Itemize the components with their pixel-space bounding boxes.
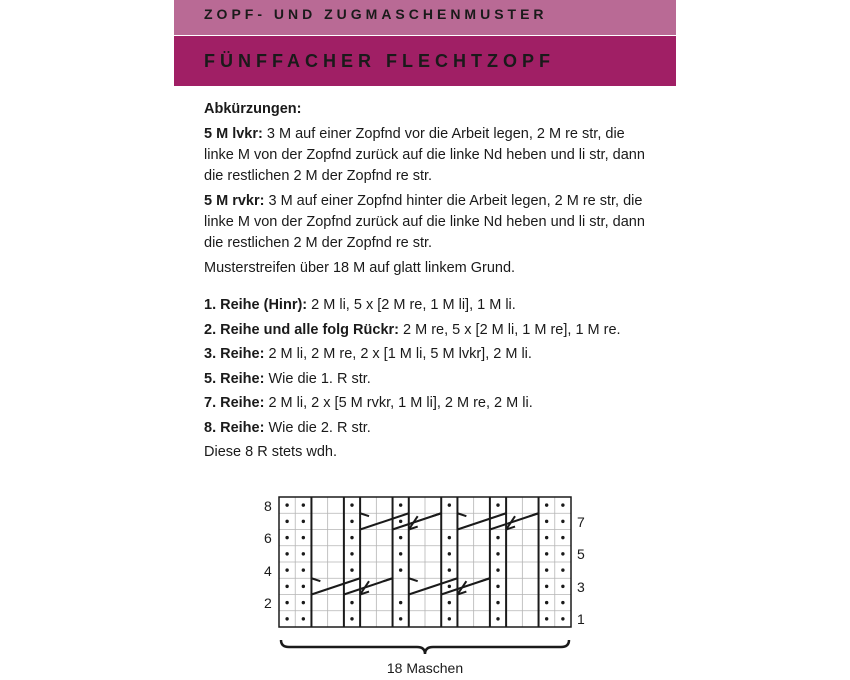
purl-dot bbox=[545, 520, 548, 523]
purl-dot bbox=[545, 568, 548, 571]
purl-dot bbox=[545, 617, 548, 620]
purl-dot bbox=[302, 617, 305, 620]
stitch-count-label: 18 Maschen bbox=[386, 660, 464, 676]
purl-dot bbox=[399, 568, 402, 571]
purl-dot bbox=[561, 536, 564, 539]
abbreviation-rvkr: 5 M rvkr: 3 M auf einer Zopfnd hinter die Arbeit legen, 2 M re str, die linke M von der Zopfnd zurück auf die linke Nd heben und li str, dann die restlichen 2 M der Zopfnd re str. bbox=[204, 193, 645, 251]
cable-line bbox=[432, 513, 441, 516]
cable-line bbox=[311, 578, 320, 581]
purl-dot bbox=[496, 601, 499, 604]
purl-dot bbox=[561, 617, 564, 620]
purl-dot bbox=[399, 520, 402, 523]
purl-dot bbox=[545, 552, 548, 555]
row-instruction: 7. Reihe: 2 M li, 2 x [5 M rvkr, 1 M li], 2 M re, 2 M li. bbox=[204, 395, 533, 411]
pattern-note: Musterstreifen über 18 M auf glatt linkem Grund. bbox=[204, 260, 516, 276]
purl-dot bbox=[350, 520, 353, 523]
purl-dot bbox=[302, 552, 305, 555]
purl-dot bbox=[496, 536, 499, 539]
purl-dot bbox=[350, 617, 353, 620]
purl-dot bbox=[448, 552, 451, 555]
purl-dot bbox=[350, 503, 353, 506]
purl-dot bbox=[399, 536, 402, 539]
cable-line bbox=[457, 513, 466, 516]
purl-dot bbox=[302, 585, 305, 588]
cable-line bbox=[384, 578, 393, 581]
row-number-right: 1 bbox=[577, 611, 585, 627]
purl-dot bbox=[350, 552, 353, 555]
purl-dot bbox=[496, 568, 499, 571]
purl-dot bbox=[399, 601, 402, 604]
purl-dot bbox=[561, 601, 564, 604]
row-number-left: 8 bbox=[264, 498, 272, 514]
purl-dot bbox=[496, 503, 499, 506]
purl-dot bbox=[285, 601, 288, 604]
purl-dot bbox=[302, 536, 305, 539]
stitch-count-brace bbox=[281, 640, 569, 654]
row-instruction: 2. Reihe und alle folg Rückr: 2 M re, 5 x [2 M li, 1 M re], 1 M re. bbox=[204, 321, 621, 338]
purl-dot bbox=[285, 520, 288, 523]
row-number-right: 3 bbox=[577, 579, 585, 595]
cable-line bbox=[481, 578, 490, 581]
purl-dot bbox=[285, 617, 288, 620]
purl-dot bbox=[302, 568, 305, 571]
abbreviations-heading: Abkürzungen: bbox=[204, 101, 302, 117]
purl-dot bbox=[399, 617, 402, 620]
row-number-left: 6 bbox=[264, 530, 272, 546]
purl-dot bbox=[496, 617, 499, 620]
abbreviation-lvkr: 5 M lvkr: 3 M auf einer Zopfnd vor die Arbeit legen, 2 M re str, die linke M von der Zopfnd zurück auf die linke Nd heben und li str, dann die restlichen 2 M der Zopfnd re str. bbox=[204, 126, 645, 184]
purl-dot bbox=[399, 503, 402, 506]
cable-line bbox=[409, 578, 418, 581]
purl-dot bbox=[285, 552, 288, 555]
purl-dot bbox=[448, 585, 451, 588]
purl-dot bbox=[448, 617, 451, 620]
row-instruction: 1. Reihe (Hinr): 2 M li, 5 x [2 M re, 1 M li], 1 M li. bbox=[204, 297, 516, 313]
purl-dot bbox=[561, 585, 564, 588]
purl-dot bbox=[285, 585, 288, 588]
cable-line bbox=[530, 513, 539, 516]
purl-dot bbox=[350, 536, 353, 539]
purl-dot bbox=[545, 503, 548, 506]
purl-dot bbox=[448, 568, 451, 571]
purl-dot bbox=[496, 585, 499, 588]
purl-dot bbox=[350, 568, 353, 571]
row-number-right: 7 bbox=[577, 514, 585, 530]
row-instruction: 8. Reihe: Wie die 2. R str. bbox=[204, 419, 371, 436]
purl-dot bbox=[285, 536, 288, 539]
purl-dot bbox=[545, 536, 548, 539]
purl-dot bbox=[561, 568, 564, 571]
row-instruction: 3. Reihe: 2 M li, 2 M re, 2 x [1 M li, 5 M lvkr], 2 M li. bbox=[204, 346, 532, 362]
purl-dot bbox=[350, 601, 353, 604]
purl-dot bbox=[285, 568, 288, 571]
purl-dot bbox=[285, 503, 288, 506]
purl-dot bbox=[561, 503, 564, 506]
purl-dot bbox=[302, 601, 305, 604]
purl-dot bbox=[302, 503, 305, 506]
section-title: ZOPF- UND ZUGMASCHENMUSTER bbox=[204, 6, 548, 22]
row-number-right: 5 bbox=[577, 546, 585, 562]
purl-dot bbox=[448, 503, 451, 506]
purl-dot bbox=[561, 520, 564, 523]
purl-dot bbox=[496, 552, 499, 555]
repeat-note: Diese 8 R stets wdh. bbox=[204, 444, 337, 460]
purl-dot bbox=[561, 552, 564, 555]
row-instruction: 5. Reihe: Wie die 1. R str. bbox=[204, 370, 371, 387]
purl-dot bbox=[302, 520, 305, 523]
purl-dot bbox=[545, 585, 548, 588]
purl-dot bbox=[448, 601, 451, 604]
purl-dot bbox=[399, 552, 402, 555]
purl-dot bbox=[545, 601, 548, 604]
cable-line bbox=[360, 513, 369, 516]
purl-dot bbox=[448, 536, 451, 539]
pattern-title: FÜNFFACHER FLECHTZOPF bbox=[204, 51, 555, 71]
row-number-left: 4 bbox=[264, 563, 272, 579]
row-number-left: 2 bbox=[264, 595, 272, 611]
